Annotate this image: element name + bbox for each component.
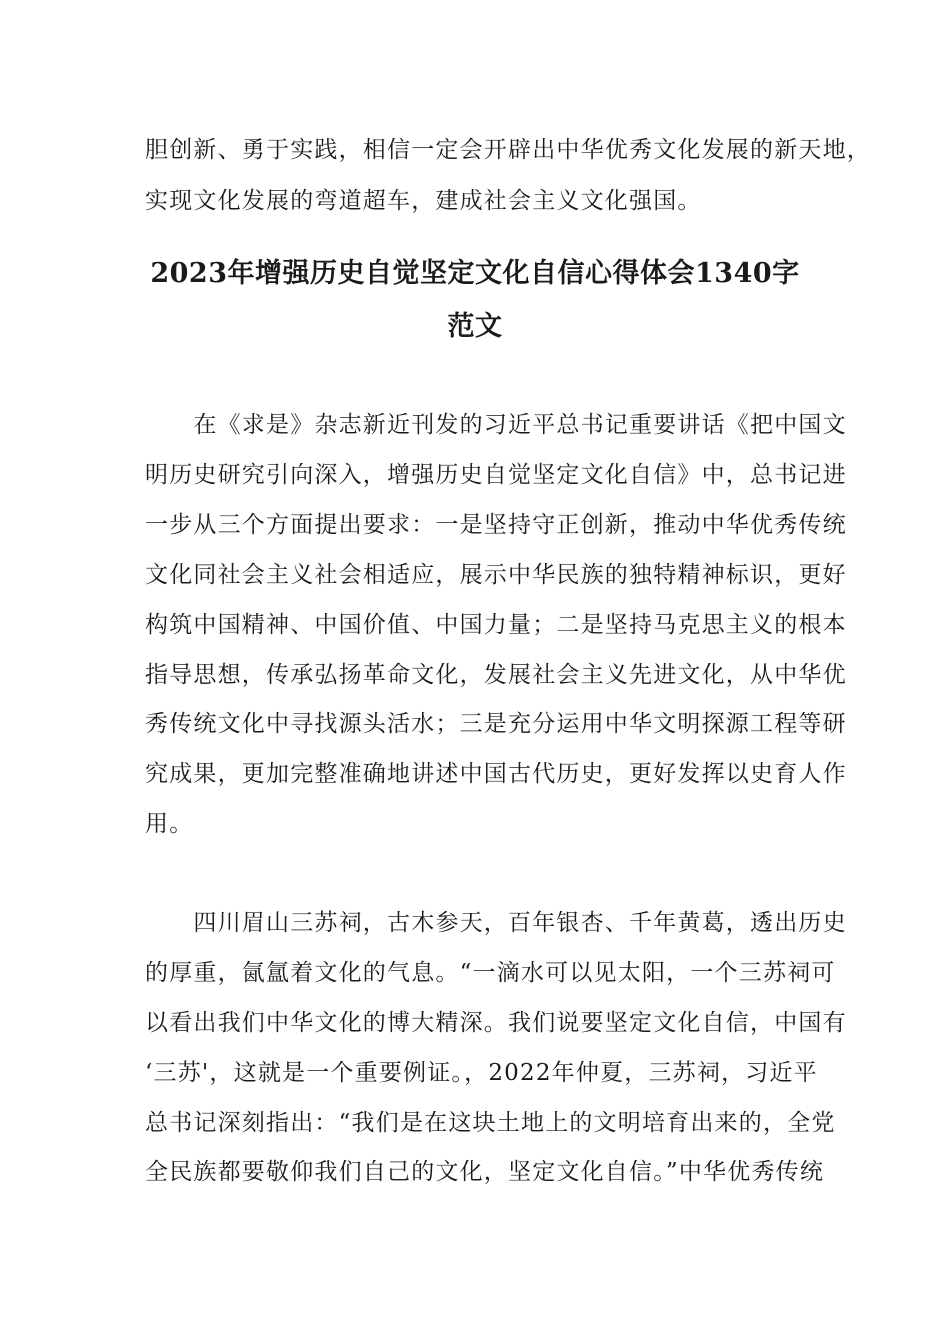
paragraph-2-line: 全民族都要敬仰我们自己的文化，坚定文化自信。”中华优秀传统 bbox=[145, 1159, 825, 1185]
paragraph-2-line: 四川眉山三苏祠，古木参天，百年银杏、千年黄葛，透出历史 bbox=[145, 910, 847, 936]
paragraph-1-line: 指导思想，传承弘扬革命文化，发展社会主义先进文化，从中华优 bbox=[145, 662, 847, 688]
intro-line-1: 胆创新、勇于实践，相信一定会开辟出中华优秀文化发展的新天地， bbox=[145, 137, 871, 163]
paragraph-1-line: 文化同社会主义社会相适应，展示中华民族的独特精神标识，更好 bbox=[145, 562, 847, 588]
paragraph-1-line: 在《求是》杂志新近刊发的习近平总书记重要讲话《把中国文 bbox=[145, 412, 847, 438]
document-title-line-2: 范文 bbox=[447, 311, 503, 342]
paragraph-1-line: 究成果，更加完整准确地讲述中国古代历史，更好发挥以史育人作 bbox=[145, 761, 847, 787]
paragraph-2-line: 的厚重，氤氲着文化的气息。“一滴水可以见太阳，一个三苏祠可 bbox=[145, 960, 836, 986]
paragraph-1-line: 一步从三个方面提出要求：一是坚持守正创新，推动中华优秀传统 bbox=[145, 512, 847, 538]
document-title-line-1: 2023年增强历史自觉坚定文化自信心得体会1340字 bbox=[150, 258, 800, 289]
intro-line-2: 实现文化发展的弯道超车，建成社会主义文化强国。 bbox=[145, 188, 702, 214]
paragraph-2-line: ‘三苏'，这就是一个重要例证。，2022年仲夏，三苏祠，习近平 bbox=[145, 1060, 818, 1086]
paragraph-2-line: 以看出我们中华文化的博大精深。我们说要坚定文化自信，中国有 bbox=[145, 1010, 847, 1036]
paragraph-1-line: 用。 bbox=[145, 811, 194, 837]
paragraph-2-line: 总书记深刻指出：“我们是在这块土地上的文明培育出来的，全党 bbox=[145, 1110, 836, 1136]
paragraph-1-line: 明历史研究引向深入，增强历史自觉坚定文化自信》中，总书记进 bbox=[145, 462, 847, 488]
paragraph-1-line: 构筑中国精神、中国价值、中国力量；二是坚持马克思主义的根本 bbox=[145, 612, 847, 638]
paragraph-1-line: 秀传统文化中寻找源头活水；三是充分运用中华文明探源工程等研 bbox=[145, 711, 847, 737]
